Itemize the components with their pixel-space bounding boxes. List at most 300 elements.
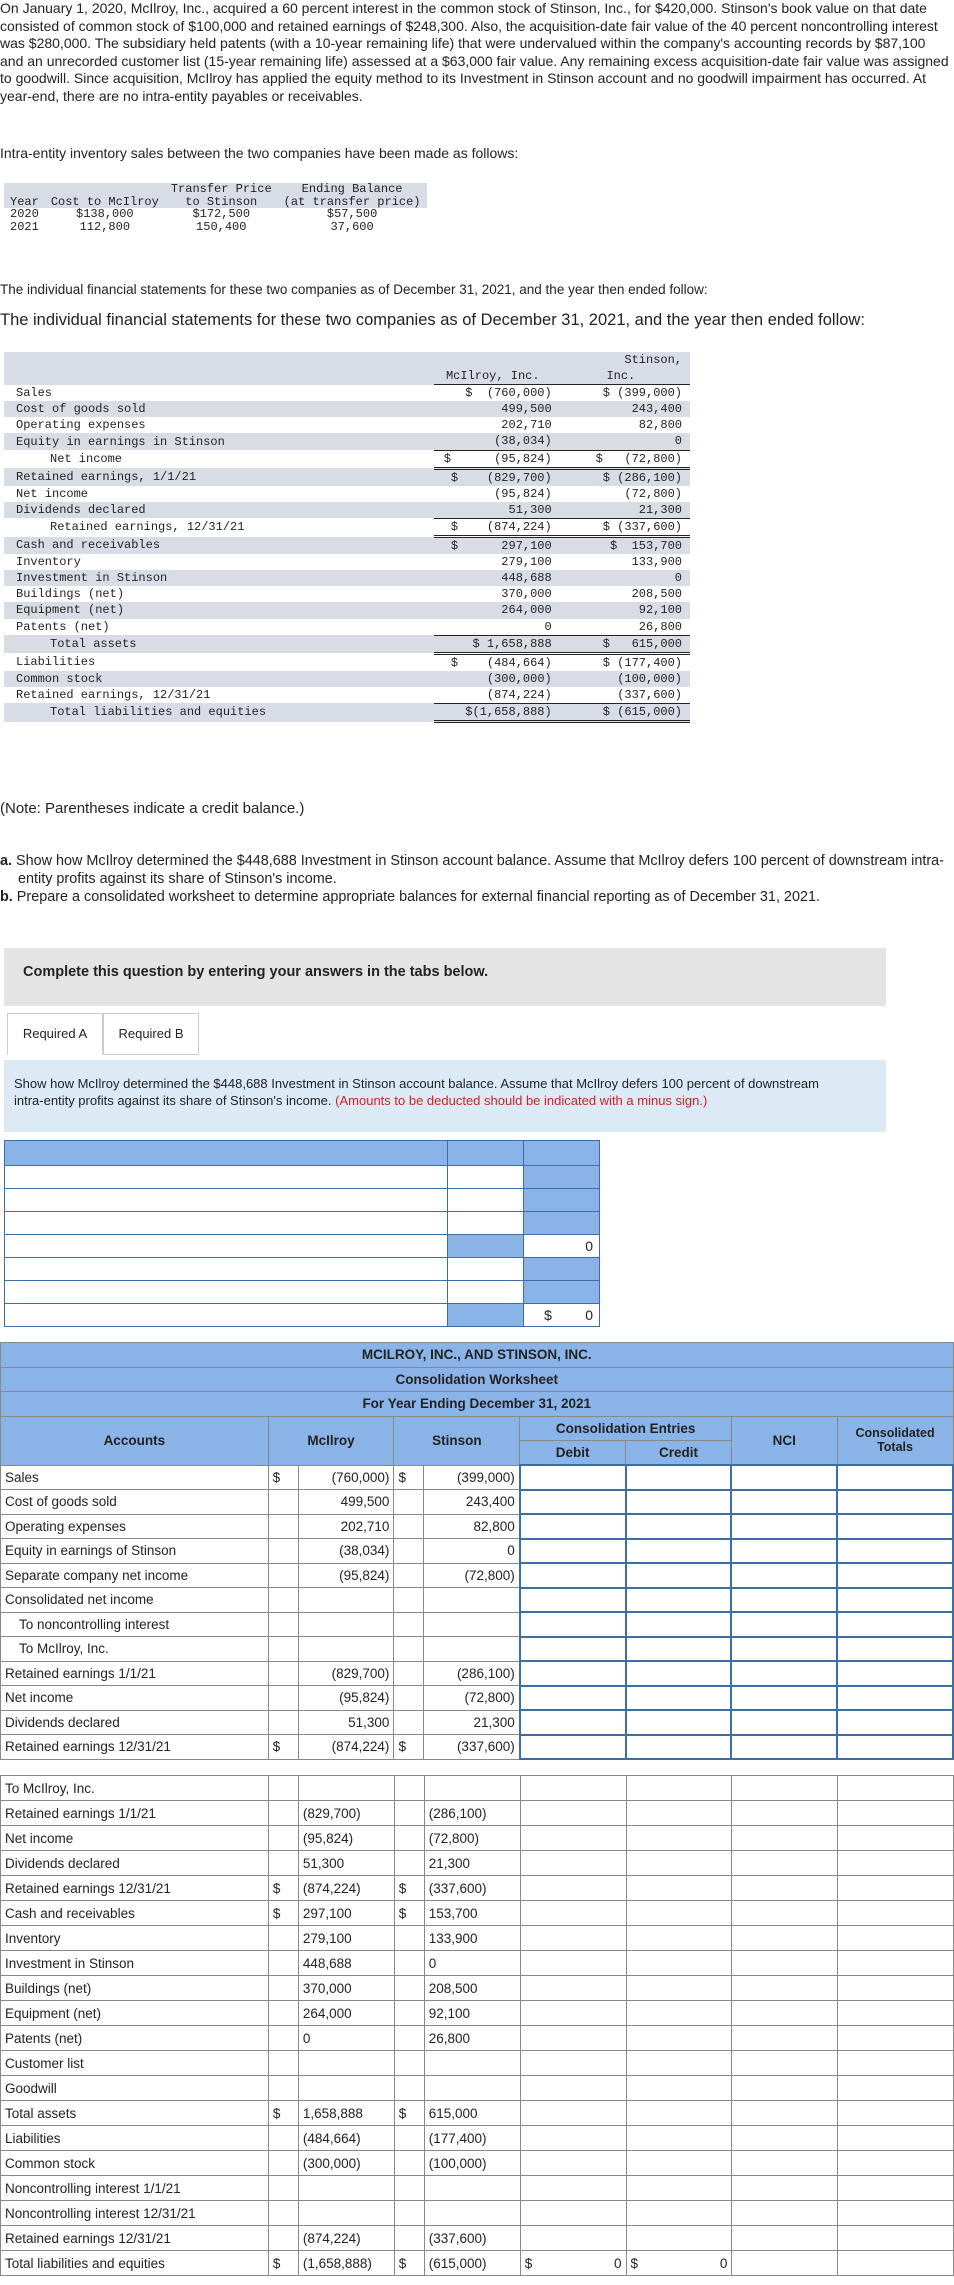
mcilroy-currency (268, 2051, 298, 2076)
financial-statements-table: Stinson, McIlroy, Inc. Inc. Sales $ (760,000) $ (399,000) Cost of goods sold 499,500 243,400 Operating expenses 202,710 82,800 Equity in earnings in Stinson (38,034) 0 Net income $ (95,824) $ (72,800) Retained earnings, 1/1/21 $ (829,700) $ (286,100) Net income (95,824) (72,800) Dividends declared 51,300 21,300 Retained earnings, 12/31/21 $ (874,224) $ (337,600) Cash and receivables $ 297,100 $ 153,700 Inventory 279,100 133,900 Investment in Stinson 448,688 0 Buildings (net) 370,000 208,500 Equipment (net) 264,000 92,100 Patents (net) 0 26,800 Total assets $ 1,658,888 $ 615,000 Liabilities $ (484,664) $ (177,400) Common stock (300,000) (100,000) Retained earnings, 12/31/21 (874,224) (337,600) Total liabilities and equities $(1,658,888) $ (615,000) (4, 352, 690, 723)
nci-input[interactable] (732, 2176, 838, 2201)
debit-input[interactable] (520, 2001, 626, 2026)
debit-input[interactable] (520, 1686, 626, 1711)
nci-input[interactable] (732, 1776, 838, 1801)
account-label: Buildings (net) (1, 1976, 269, 2001)
nci-input[interactable] (732, 2076, 838, 2101)
worksheet-row (1, 1490, 954, 1515)
answer-label-input[interactable] (5, 1212, 448, 1235)
credit-input[interactable] (626, 1490, 732, 1515)
stinson-currency: $ (394, 2251, 424, 2276)
stinson-currency (394, 2076, 424, 2101)
answer-label-input[interactable] (5, 1258, 448, 1281)
worksheet-row (1, 1710, 954, 1735)
credit-input[interactable] (626, 1710, 732, 1735)
consolidated-total-input[interactable] (838, 1776, 954, 1801)
worksheet-row (1, 2001, 954, 2026)
mcilroy-amount: 1,658,888 (298, 2101, 394, 2126)
intra-entity-text: Intra-entity inventory sales between the two companies have been made as follows: (0, 145, 519, 161)
nci-input[interactable] (731, 1710, 837, 1735)
subtotal-value: 0 (524, 1235, 600, 1258)
nci-input[interactable] (732, 1826, 838, 1851)
stinson-currency (394, 1563, 424, 1588)
mcilroy-currency: $ (268, 2101, 298, 2126)
col-debit: Debit (520, 1441, 626, 1466)
credit-input (626, 2251, 732, 2276)
account-label: Net income (1, 1826, 269, 1851)
nci-input[interactable] (731, 1661, 837, 1686)
stinson-currency (394, 1976, 424, 2001)
total-value: 0 (585, 1307, 593, 1323)
worksheet-row (1, 1926, 954, 1951)
worksheet-continued (0, 1775, 954, 2276)
credit-input[interactable] (626, 1951, 732, 1976)
credit-input[interactable] (626, 1851, 732, 1876)
stinson-amount: 243,400 (424, 1490, 520, 1515)
mcilroy-currency (268, 2151, 298, 2176)
mcilroy-currency (268, 1686, 298, 1711)
mcilroy-currency (268, 1826, 298, 1851)
debit-input[interactable] (520, 1661, 626, 1686)
answer-amount-input[interactable] (448, 1189, 524, 1212)
mcilroy-amount: 51,300 (298, 1710, 394, 1735)
fs-intro-large: The individual financial statements for these two companies as of December 31, 2021, and the year then ended follow: (0, 311, 865, 329)
credit-input[interactable] (626, 2176, 732, 2201)
nci-input[interactable] (732, 1926, 838, 1951)
account-label: Sales (1, 1465, 269, 1490)
stinson-currency (394, 1588, 424, 1613)
credit-input[interactable] (626, 1901, 732, 1926)
mcilroy-currency (268, 1588, 298, 1613)
account-label: Retained earnings 1/1/21 (1, 1661, 269, 1686)
nci-input[interactable] (731, 1735, 837, 1760)
account-label: Retained earnings 12/31/21 (1, 1735, 269, 1760)
nci-input[interactable] (731, 1539, 837, 1564)
worksheet-row (1, 1514, 954, 1539)
nci-input[interactable] (731, 1465, 837, 1490)
mcilroy-currency (268, 2126, 298, 2151)
worksheet-period: For Year Ending December 31, 2021 (1, 1392, 954, 1417)
col-mcilroy: McIlroy (268, 1416, 394, 1465)
debit-input[interactable] (520, 1465, 626, 1490)
worksheet-title: Consolidation Worksheet (1, 1367, 954, 1392)
consolidated-total-input[interactable] (838, 2226, 954, 2251)
consolidated-total-input[interactable] (838, 1976, 954, 2001)
mcilroy-amount: 297,100 (298, 1901, 394, 1926)
consolidated-total-input[interactable] (838, 1901, 954, 1926)
credit-input[interactable] (626, 1465, 732, 1490)
mcilroy-amount (298, 2076, 394, 2101)
mcilroy-currency (268, 1539, 298, 1564)
question-b: b. Prepare a consolidated worksheet to determine appropriate balances for external financial reporting as of December 31, 2021. (0, 889, 820, 905)
debit-input[interactable] (520, 1976, 626, 2001)
nci-input[interactable] (732, 2051, 838, 2076)
nci-input[interactable] (732, 2126, 838, 2151)
account-label: Cash and receivables (1, 1901, 269, 1926)
consolidated-total-input[interactable] (837, 1563, 953, 1588)
mcilroy-currency (268, 1801, 298, 1826)
mcilroy-amount (298, 1588, 394, 1613)
debit-input[interactable] (520, 2076, 626, 2101)
total-credit-value: 0 (719, 2255, 728, 2271)
debit-input[interactable] (520, 1490, 626, 1515)
credit-input[interactable] (626, 2151, 732, 2176)
credit-input[interactable] (626, 1563, 732, 1588)
mcilroy-currency (268, 1776, 298, 1801)
mcilroy-currency (268, 1563, 298, 1588)
mcilroy-currency: $ (268, 1876, 298, 1901)
debit-input (520, 2251, 626, 2276)
nci-input[interactable] (732, 1876, 838, 1901)
mcilroy-amount: (760,000) (298, 1465, 394, 1490)
stinson-amount: (72,800) (424, 1686, 520, 1711)
stinson-amount: 0 (424, 1951, 520, 1976)
worksheet-row (1, 1686, 954, 1711)
debit-input[interactable] (520, 2026, 626, 2051)
stinson-amount: (286,100) (424, 1801, 520, 1826)
consolidated-total-input[interactable] (837, 1465, 953, 1490)
stinson-amount: (286,100) (424, 1661, 520, 1686)
answer-amount-input[interactable] (448, 1281, 524, 1304)
stinson-currency (394, 1612, 424, 1637)
debit-input[interactable] (520, 1776, 626, 1801)
stinson-currency (394, 1951, 424, 1976)
debit-input[interactable] (520, 1563, 626, 1588)
credit-input[interactable] (626, 1826, 732, 1851)
nci-input[interactable] (732, 2101, 838, 2126)
stinson-amount (424, 2076, 520, 2101)
stinson-currency (394, 1801, 424, 1826)
worksheet-row (1, 2076, 954, 2101)
answer-total-label-input[interactable] (5, 1304, 448, 1327)
stinson-currency: $ (394, 1876, 424, 1901)
credit-input[interactable] (626, 2076, 732, 2101)
stinson-amount: 615,000 (424, 2101, 520, 2126)
account-label: Separate company net income (1, 1563, 269, 1588)
stinson-amount: (615,000) (424, 2251, 520, 2276)
consolidated-total-input[interactable] (838, 1826, 954, 1851)
stinson-amount: 82,800 (424, 1514, 520, 1539)
answer-label-input[interactable] (5, 1281, 448, 1304)
consolidated-total-input[interactable] (838, 1926, 954, 1951)
consolidated-total-input[interactable] (838, 2176, 954, 2201)
nci-input[interactable] (732, 2201, 838, 2226)
answer-amount-input[interactable] (448, 1258, 524, 1281)
fs-intro-small: The individual financial statements for these two companies as of December 31, 2021, and the year then ended follow: (0, 282, 708, 297)
consolidated-total-input[interactable] (838, 2001, 954, 2026)
consolidated-total-input[interactable] (837, 1539, 953, 1564)
mcilroy-currency (268, 2176, 298, 2201)
nci-input[interactable] (731, 1588, 837, 1613)
stinson-currency (394, 2176, 424, 2201)
account-label: Cost of goods sold (1, 1490, 269, 1515)
credit-input[interactable] (626, 1539, 732, 1564)
stinson-currency: $ (394, 1735, 424, 1760)
answer-label-input[interactable] (5, 1235, 448, 1258)
worksheet-row (1, 1801, 954, 1826)
debit-input[interactable] (520, 2176, 626, 2201)
worksheet-row (1, 1539, 954, 1564)
mcilroy-currency: $ (268, 1901, 298, 1926)
nci-input[interactable] (731, 1514, 837, 1539)
consolidated-total-input[interactable] (838, 1951, 954, 1976)
mcilroy-currency (268, 1951, 298, 1976)
credit-input[interactable] (626, 2126, 732, 2151)
stinson-amount: (337,600) (424, 2226, 520, 2251)
tab-required-a[interactable]: Required A (7, 1013, 103, 1055)
answer-label-input[interactable] (5, 1166, 448, 1189)
consolidated-total-input[interactable] (838, 1801, 954, 1826)
consolidated-total-input[interactable] (837, 1661, 953, 1686)
questions (0, 852, 954, 906)
account-label: Operating expenses (1, 1514, 269, 1539)
stinson-amount: (72,800) (424, 1563, 520, 1588)
debit-input[interactable] (520, 2151, 626, 2176)
credit-input[interactable] (626, 1776, 732, 1801)
mcilroy-currency (268, 2076, 298, 2101)
mcilroy-amount (298, 1776, 394, 1801)
stinson-amount (424, 2176, 520, 2201)
worksheet-row (1, 2126, 954, 2151)
mcilroy-amount (298, 2201, 394, 2226)
consolidated-total-input[interactable] (838, 2201, 954, 2226)
note-text: (Note: Parentheses indicate a credit balance.) (0, 800, 305, 817)
account-label: Dividends declared (1, 1851, 269, 1876)
stinson-amount: 92,100 (424, 2001, 520, 2026)
credit-input[interactable] (626, 2101, 732, 2126)
debit-input[interactable] (520, 1588, 626, 1613)
account-label: Common stock (1, 2151, 269, 2176)
stinson-currency (394, 2126, 424, 2151)
debit-input[interactable] (520, 1926, 626, 1951)
debit-input[interactable] (520, 1851, 626, 1876)
mcilroy-amount: (874,224) (298, 1735, 394, 1760)
mcilroy-amount: 51,300 (298, 1851, 394, 1876)
stinson-amount: 208,500 (424, 1976, 520, 2001)
worksheet-row (1, 1588, 954, 1613)
stinson-amount: 133,900 (424, 1926, 520, 1951)
debit-input[interactable] (520, 2201, 626, 2226)
debit-input[interactable] (520, 1901, 626, 1926)
account-label: Noncontrolling interest 1/1/21 (1, 2176, 269, 2201)
stinson-amount (424, 1612, 520, 1637)
mcilroy-amount: 370,000 (298, 1976, 394, 2001)
debit-input[interactable] (520, 1826, 626, 1851)
consolidation-worksheet (0, 1342, 954, 1760)
stinson-amount: (177,400) (424, 2126, 520, 2151)
col-nci: NCI (731, 1416, 837, 1465)
mcilroy-currency (268, 2201, 298, 2226)
worksheet-row (1, 1637, 954, 1662)
debit-input[interactable] (520, 1539, 626, 1564)
debit-input[interactable] (520, 1612, 626, 1637)
col-accounts: Accounts (1, 1416, 269, 1465)
mcilroy-currency: $ (268, 2251, 298, 2276)
required-a-answer-table (4, 1140, 600, 1327)
mcilroy-amount: 202,710 (298, 1514, 394, 1539)
mcilroy-currency (268, 2226, 298, 2251)
nci-input[interactable] (732, 2001, 838, 2026)
tab-required-b[interactable]: Required B (103, 1013, 199, 1055)
nci-input[interactable] (731, 1563, 837, 1588)
consolidated-total-input[interactable] (838, 2026, 954, 2051)
account-label: Goodwill (1, 2076, 269, 2101)
worksheet-row (1, 1851, 954, 1876)
stinson-currency (394, 2001, 424, 2026)
nci-input[interactable] (732, 1976, 838, 2001)
nci-input[interactable] (731, 1612, 837, 1637)
mcilroy-amount: 264,000 (298, 2001, 394, 2026)
consolidated-total-input[interactable] (838, 2051, 954, 2076)
consolidated-total-input[interactable] (837, 1612, 953, 1637)
account-label: Total liabilities and equities (1, 2251, 269, 2276)
mcilroy-amount (298, 2176, 394, 2201)
debit-input[interactable] (520, 2226, 626, 2251)
nci-input (732, 2251, 838, 2276)
mcilroy-amount: (829,700) (298, 1801, 394, 1826)
consolidated-total-input[interactable] (838, 2076, 954, 2101)
answer-amount-input[interactable] (448, 1212, 524, 1235)
worksheet-row (1, 2201, 954, 2226)
mcilroy-currency (268, 1612, 298, 1637)
nci-input[interactable] (732, 1951, 838, 1976)
account-label: To noncontrolling interest (1, 1612, 269, 1637)
account-label: Dividends declared (1, 1710, 269, 1735)
stinson-amount (424, 1776, 520, 1801)
stinson-amount: (100,000) (424, 2151, 520, 2176)
credit-input[interactable] (626, 1514, 732, 1539)
debit-input[interactable] (520, 2126, 626, 2151)
mcilroy-currency (268, 1976, 298, 2001)
mcilroy-amount: (874,224) (298, 1876, 394, 1901)
credit-input[interactable] (626, 2201, 732, 2226)
credit-input[interactable] (626, 1612, 732, 1637)
mcilroy-amount: (484,664) (298, 2126, 394, 2151)
credit-input[interactable] (626, 1735, 732, 1760)
credit-input[interactable] (626, 1876, 732, 1901)
consolidated-total-input[interactable] (838, 2101, 954, 2126)
stinson-currency (394, 2151, 424, 2176)
debit-input[interactable] (520, 1951, 626, 1976)
credit-input[interactable] (626, 1976, 732, 2001)
account-label: Net income (1, 1686, 269, 1711)
credit-input[interactable] (626, 1926, 732, 1951)
nci-input[interactable] (731, 1686, 837, 1711)
credit-input[interactable] (626, 1661, 732, 1686)
consolidated-total-input[interactable] (838, 1851, 954, 1876)
stinson-amount (424, 1588, 520, 1613)
consolidated-total-input[interactable] (837, 1514, 953, 1539)
worksheet-row (1, 2226, 954, 2251)
consolidated-total-input[interactable] (838, 2126, 954, 2151)
mcilroy-amount: 448,688 (298, 1951, 394, 1976)
stinson-currency (394, 2201, 424, 2226)
nci-input[interactable] (732, 2226, 838, 2251)
worksheet-row (1, 1612, 954, 1637)
mcilroy-currency (268, 2001, 298, 2026)
debit-input[interactable] (520, 1710, 626, 1735)
stinson-currency (394, 1490, 424, 1515)
stinson-amount: (337,600) (424, 1735, 520, 1760)
debit-input[interactable] (520, 2051, 626, 2076)
consolidated-total-input[interactable] (837, 1735, 953, 1760)
consolidated-total-input[interactable] (837, 1710, 953, 1735)
stinson-amount (424, 2051, 520, 2076)
credit-input[interactable] (626, 1588, 732, 1613)
stinson-amount: 26,800 (424, 2026, 520, 2051)
stinson-currency: $ (394, 1901, 424, 1926)
mcilroy-currency (268, 1710, 298, 1735)
consolidated-total-input[interactable] (838, 2151, 954, 2176)
nci-input[interactable] (731, 1490, 837, 1515)
stinson-currency (394, 2051, 424, 2076)
stinson-amount: 0 (424, 1539, 520, 1564)
nci-input[interactable] (732, 2026, 838, 2051)
worksheet-row (1, 2151, 954, 2176)
worksheet-row (1, 2176, 954, 2201)
worksheet-row (1, 1876, 954, 1901)
credit-input[interactable] (626, 2226, 732, 2251)
credit-input[interactable] (626, 1686, 732, 1711)
debit-input[interactable] (520, 1876, 626, 1901)
stinson-amount: 153,700 (424, 1901, 520, 1926)
stinson-amount: 21,300 (424, 1710, 520, 1735)
instructions-banner: Complete this question by entering your answers in the tabs below. (4, 948, 886, 1006)
debit-input[interactable] (520, 1801, 626, 1826)
consolidated-total-input[interactable] (838, 1876, 954, 1901)
debit-input[interactable] (520, 1735, 626, 1760)
nci-input[interactable] (732, 2151, 838, 2176)
credit-input[interactable] (626, 1637, 732, 1662)
debit-input[interactable] (520, 1637, 626, 1662)
nci-input[interactable] (731, 1637, 837, 1662)
nci-input[interactable] (732, 1801, 838, 1826)
mcilroy-amount: (874,224) (298, 2226, 394, 2251)
consolidated-total-input[interactable] (837, 1637, 953, 1662)
account-label: Consolidated net income (1, 1588, 269, 1613)
stinson-amount (424, 1637, 520, 1662)
worksheet-row (1, 1563, 954, 1588)
credit-input[interactable] (626, 2001, 732, 2026)
answer-amount-input[interactable] (448, 1166, 524, 1189)
consolidated-total-input (838, 2251, 954, 2276)
answer-label-input[interactable] (5, 1189, 448, 1212)
credit-input[interactable] (626, 2051, 732, 2076)
total-debit-currency: $ (524, 2255, 533, 2271)
consolidated-total-input[interactable] (837, 1588, 953, 1613)
nci-input[interactable] (732, 1901, 838, 1926)
credit-input[interactable] (626, 2026, 732, 2051)
stinson-currency (394, 1539, 424, 1564)
credit-input[interactable] (626, 1801, 732, 1826)
stinson-currency (394, 1776, 424, 1801)
worksheet-row (1, 2251, 954, 2276)
mcilroy-amount: (95,824) (298, 1686, 394, 1711)
stinson-currency (394, 1710, 424, 1735)
nci-input[interactable] (732, 1851, 838, 1876)
mcilroy-currency (268, 1637, 298, 1662)
account-label: Investment in Stinson (1, 1951, 269, 1976)
stinson-currency (394, 2026, 424, 2051)
debit-input[interactable] (520, 1514, 626, 1539)
account-label: Total assets (1, 2101, 269, 2126)
mcilroy-amount: (95,824) (298, 1826, 394, 1851)
account-label: To McIlroy, Inc. (1, 1637, 269, 1662)
consolidated-total-input[interactable] (837, 1686, 953, 1711)
worksheet-row (1, 1776, 954, 1801)
debit-input[interactable] (520, 2101, 626, 2126)
consolidated-total-input[interactable] (837, 1490, 953, 1515)
